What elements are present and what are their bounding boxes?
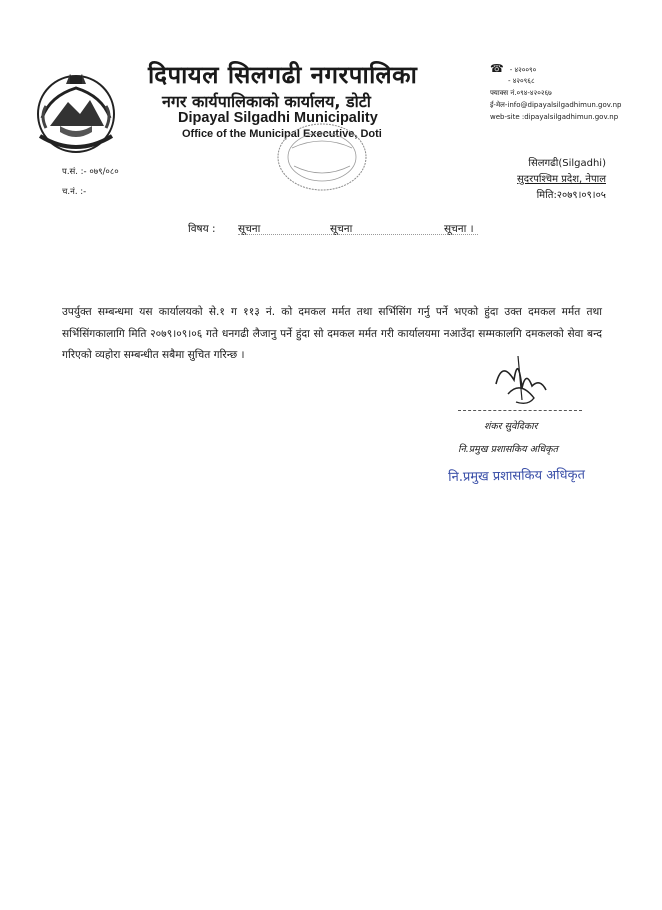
contact-fax: फ्याक्स नं.०९४-४२०२६७ (490, 89, 552, 97)
contact-email: ई-मेल-info@dipayalsilgadhimun.gov.np (490, 101, 622, 109)
signature-line (458, 410, 582, 411)
contact-phone-2: - ४२०९६८ (508, 77, 535, 85)
emblem-icon (30, 66, 122, 158)
office-province: सुदरपश्चिम प्रदेश, नेपाल (517, 174, 606, 185)
office-location: सिलगढी(Silgadhi) (528, 158, 606, 169)
subject-line (188, 222, 488, 236)
office-subtitle-english: Office of the Municipal Executive, Doti (182, 128, 382, 140)
handwritten-signature (488, 350, 552, 412)
office-title-nepali: दिपायल सिलगढी नगरपालिका (148, 61, 418, 89)
office-subtitle-nepali: नगर कार्यपालिकाको कार्यालय, डोटी (162, 92, 371, 111)
contact-website: web-site :dipayalsilgadhimun.gov.np (490, 113, 619, 121)
notice-body-paragraph: उपर्युक्त सम्बन्धमा यस कार्यालयको से.१ ग ११३ नं. को दमकल मर्मत तथा सर्भिसिंग गर्नु पर्ने भएको हुंदा उक्त दमकल मर्मत तथा सर्भिसिंगकालागि मिति २०७९।०९।०६ गते धनगढी लैजानु पर्ने हुंदा सो दमकल मर्मत गरी कार्यालयमा नआउँदा सम्मकालगि दमकलको सेवा बन्द गरिएको व्यहोरा सम्बन्धीत सबैमा सुचित गरिन्छ । (62, 306, 602, 361)
contact-phone-1: ☎ - ४२००९० (490, 62, 537, 75)
subject-underline (238, 234, 478, 235)
subject-word-3: सूचना । (444, 223, 474, 235)
signer-designation: नि.प्रमुख प्रशासकिय अधिकृत (458, 444, 558, 455)
office-title-english: Dipayal Silgadhi Municipality (178, 110, 378, 126)
telephone-icon: ☎ (490, 62, 504, 75)
subject-word-1: सूचना (238, 223, 261, 235)
subject-word-2: सूचना (330, 223, 353, 235)
nepal-emblem-logo (30, 66, 122, 158)
designation-ink-stamp: नि.प्रमुख प्रशासकिय अधिकृत (448, 467, 586, 485)
signer-name: शंकर सुवेदिकार (484, 421, 538, 432)
letter-date: मिति:२०७९।०९।०५ (536, 190, 606, 201)
dispatch-number: च.नं. :- (62, 187, 87, 197)
office-seal-stamp (274, 120, 370, 194)
letter-reference-number: प.सं. :- ०७९/०८० (62, 167, 119, 177)
subject-label: विषय : (188, 223, 216, 235)
